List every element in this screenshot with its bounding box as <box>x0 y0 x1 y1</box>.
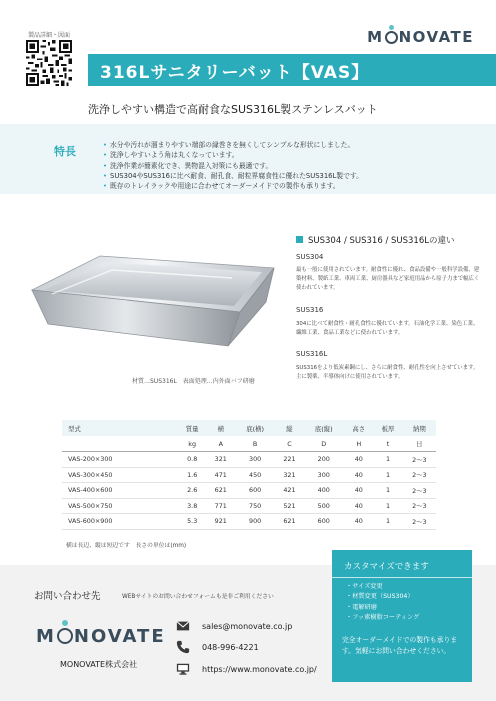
table-cell: 321 <box>207 452 235 468</box>
logo-ring-icon <box>385 31 398 44</box>
table-cell: 400 <box>303 483 344 499</box>
material-desc: SUS316をより低炭素鋼にし、さらに耐食性、耐孔性を向上させています。主に製薬、半導体向けに使用されています。 <box>296 365 479 380</box>
customize-item: ・ フッ素樹脂コーティング <box>346 613 419 623</box>
page-subtitle: 洗浄しやすい構造で高耐食なSUS316L製ステンレスバット <box>88 103 378 116</box>
table-row <box>62 498 436 514</box>
material-name: SUS316L <box>296 350 328 358</box>
table-row <box>62 483 436 499</box>
material-name: SUS316 <box>296 306 324 314</box>
contact-title: お問い合わせ先 <box>34 591 101 602</box>
table-row <box>62 514 436 530</box>
features-label-overlay: 特長 <box>54 145 76 158</box>
company-name: MONOVATE株式会社 <box>60 660 138 669</box>
website-row[interactable] <box>176 662 317 676</box>
table-cell: 471 <box>207 467 235 483</box>
col-header: 質量 <box>185 424 199 433</box>
table-cell: VAS-300×450 <box>62 467 178 483</box>
square-bullet-icon <box>296 236 303 243</box>
contact-subtitle: WEBサイトのお問い合わせフォームも是非ご利用ください <box>122 594 274 600</box>
unit-cell: C <box>275 436 303 452</box>
title-bar <box>88 54 496 86</box>
table-row <box>62 467 436 483</box>
table-row <box>62 452 436 468</box>
table-cell: VAS-400×600 <box>62 483 178 499</box>
unit-cell: A <box>207 436 235 452</box>
spec-table <box>62 420 436 530</box>
col-header: 横 <box>217 424 224 433</box>
col-header: 底(横) <box>246 424 264 433</box>
phone-number[interactable]: 048-996-4221 <box>202 642 259 652</box>
col-header: 納期 <box>412 424 426 433</box>
feature-item: • 洗浄作業が簡素化でき、異物混入対策にも最適です。 <box>103 161 363 171</box>
table-cell: 2〜3 <box>403 498 436 514</box>
unit-cell: H <box>344 436 373 452</box>
footer-brand-logo <box>36 626 166 647</box>
customize-item: ・ 電解研磨 <box>346 603 419 613</box>
table-cell: 3.8 <box>178 498 207 514</box>
monitor-icon <box>176 662 190 676</box>
table-cell: 221 <box>275 452 303 468</box>
table-cell: 521 <box>275 498 303 514</box>
table-cell: 921 <box>207 514 235 530</box>
table-cell: 321 <box>275 467 303 483</box>
customize-note: 完全オーダーメイドでの製作も承ります。気軽にお問い合わせください。 <box>342 636 458 655</box>
table-cell: 300 <box>235 452 276 468</box>
table-cell: 2〜3 <box>403 467 436 483</box>
table-cell: 500 <box>303 498 344 514</box>
page-title: 316Lサニタリーバット【VAS】 <box>100 63 370 83</box>
table-cell: 2〜3 <box>403 514 436 530</box>
table-cell: 1 <box>373 498 402 514</box>
brand-prefix: M <box>367 28 384 46</box>
table-cell: 750 <box>235 498 276 514</box>
table-cell: 0.8 <box>178 452 207 468</box>
table-note: 横は長辺、縦は短辺です 長さの単位は(mm) <box>66 543 187 549</box>
feature-item: • 水分や汚れが溜まりやすい端部の縁巻きを無くしてシンプルな形状にしました。 <box>103 140 363 150</box>
brand-suffix: NOVATE <box>398 28 474 46</box>
table-cell: 450 <box>235 467 276 483</box>
customize-item: ・ サイズ変更 <box>346 582 419 592</box>
table-cell: 2.6 <box>178 483 207 499</box>
logo-ring-icon <box>57 628 73 644</box>
col-header: 底(縦) <box>314 424 333 433</box>
material-desc: 最も一般に使用されています。耐食性に優れ、食品設備や一般科学設備、建築材料、製紙工業、車両工業、厨房器具など家庭用品から原子力まで幅広く使われています。 <box>296 267 480 291</box>
qr-code-icon[interactable] <box>26 40 72 86</box>
materials-title <box>296 234 454 246</box>
table-cell: 1.6 <box>178 467 207 483</box>
table-cell: 300 <box>303 467 344 483</box>
stainless-tray-image <box>22 250 284 350</box>
table-cell: 40 <box>344 514 373 530</box>
table-cell: 621 <box>275 514 303 530</box>
brand-suffix: NOVATE <box>73 626 166 647</box>
table-cell: 1 <box>373 452 402 468</box>
table-cell: VAS-600×900 <box>62 514 178 530</box>
table-cell: 1 <box>373 467 402 483</box>
qr-label: 製品詳細・図面 <box>28 32 71 39</box>
col-header: 型式 <box>68 424 81 433</box>
feature-item: • SUS304やSUS316に比べ耐食、耐孔食、耐粒界腐食性に優れたSUS316L製です。 <box>103 171 363 181</box>
phone-icon <box>176 640 190 654</box>
mail-icon <box>176 619 190 633</box>
materials-title-text: SUS304 / SUS316 / SUS316Lの違い <box>308 236 455 246</box>
table-cell: 621 <box>207 483 235 499</box>
phone-row[interactable] <box>176 640 259 654</box>
material-name: SUS304 <box>296 253 324 261</box>
brand-logo <box>367 28 474 46</box>
unit-cell: kg <box>178 436 207 452</box>
feature-item: • 既存のトレイラックや用途に合わせてオーダーメイドでの製作も承ります。 <box>103 181 363 191</box>
feature-item: • 洗浄しやすいよう角は丸くなっています。 <box>103 150 363 160</box>
table-cell: 40 <box>344 483 373 499</box>
unit-cell: D <box>303 436 344 452</box>
material-desc: 304に比べて耐食性・耐孔食性に優れています。石油化学工業、染色工業、繊維工業、食品工業などに使われています。 <box>296 321 479 336</box>
table-cell: 600 <box>235 483 276 499</box>
customize-panel <box>332 550 472 682</box>
website-link[interactable]: https://www.monovate.co.jp/ <box>202 664 317 674</box>
table-cell: 40 <box>344 467 373 483</box>
table-cell: 40 <box>344 498 373 514</box>
customize-list <box>346 582 419 624</box>
table-cell: 771 <box>207 498 235 514</box>
product-caption: 材質…SUS316L 表面処理…内外面バフ研磨 <box>132 378 255 385</box>
customize-item: ・ 材質変更（SUS304） <box>346 592 419 602</box>
table-cell: 2〜3 <box>403 452 436 468</box>
table-cell: 900 <box>235 514 276 530</box>
unit-cell: B <box>235 436 276 452</box>
table-cell: 1 <box>373 483 402 499</box>
table-cell: VAS-500×750 <box>62 498 178 514</box>
features-panel <box>0 124 496 194</box>
divider <box>332 577 472 578</box>
brand-prefix: M <box>36 626 56 647</box>
features-list <box>103 140 363 191</box>
customize-title: カスタマイズできます <box>344 562 429 572</box>
col-header: 板厚 <box>381 424 395 433</box>
table-header-row <box>62 420 436 436</box>
table-cell: 2〜3 <box>403 483 436 499</box>
col-header: 高さ <box>352 424 366 433</box>
table-cell: 40 <box>344 452 373 468</box>
units-row <box>62 436 436 452</box>
table-cell: 1 <box>373 514 402 530</box>
unit-cell: 日 <box>403 436 436 452</box>
unit-cell: t <box>373 436 402 452</box>
table-cell: 421 <box>275 483 303 499</box>
table-cell: VAS-200×300 <box>62 452 178 468</box>
email-row[interactable] <box>176 619 292 633</box>
col-header: 縦 <box>286 424 293 433</box>
table-cell: 5.3 <box>178 514 207 530</box>
table-cell: 200 <box>303 452 344 468</box>
email-link[interactable]: sales@monovate.co.jp <box>202 621 293 631</box>
table-cell: 600 <box>303 514 344 530</box>
unit-cell <box>62 436 178 452</box>
